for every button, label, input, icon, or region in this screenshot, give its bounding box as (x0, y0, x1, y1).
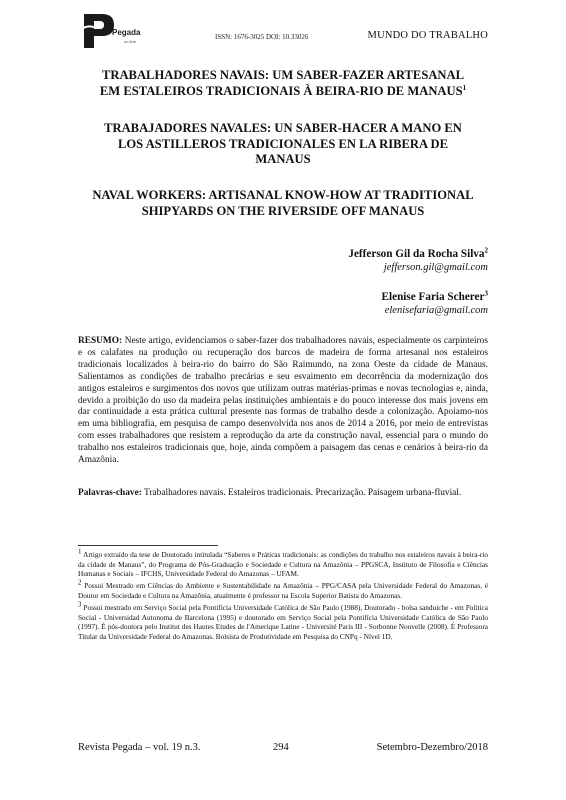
title-en-line2: SHIPYARDS ON THE RIVERSIDE OFF MANAUS (141, 203, 425, 218)
title-english (78, 188, 488, 219)
footnote-3-text: Possui mestrado em Serviço Social pela Pontifícia Universidade Católica de São Paulo (1988), Doutorado - bolsa sanduiche - em Política Social - Universidad Autonoma de Barcelona (1995) e doutorado em Serviço Social pela Pontifícia Universidade Católica de São Paulo (1997). É pós-doutora pelo Institut des Hautes Etudes de l'Amerique Latine - Université Paris III - Sorbonne Nouvelle (2008). É Professora Titular da Universidade Federal do Amazonas. Bolsista de Produtividade em Pesquisa do CNPq - Nível 1D. (78, 602, 488, 641)
footnote-2-num: 2 (78, 578, 82, 587)
page-number: 294 (273, 742, 289, 753)
author-2-name-line (382, 290, 488, 304)
title-en-line1: NAVAL WORKERS: ARTISANAL KNOW-HOW AT TRADITIONAL (92, 188, 474, 202)
keywords-text: Trabalhadores navais. Estaleiros tradicionais. Precarização. Paisagem urbana-fluvial. (144, 488, 462, 498)
footnote-divider (78, 545, 218, 546)
footer-journal: Revista Pegada – vol. 19 n.3. (78, 742, 201, 753)
title-pt-line2 (78, 84, 488, 100)
logo-subtitle: on line (124, 39, 136, 44)
footnote-2-text: Possui Mestrado em Ciências do Ambiente e Sustentabilidade na Amazônia – PPG/CASA pela Universidade Federal do Amazonas, é Doutor em Sociedade e Cultura na Amazônia, atualmente é professor na Escola Superior Batista do Amazonas. (78, 581, 488, 600)
page-header (78, 10, 488, 50)
footer-date: Setembro-Dezembro/2018 (376, 742, 488, 753)
footnote-ref-3: 3 (484, 289, 488, 298)
title-pt-line1: TRABALHADORES NAVAIS: UM SABER-FAZER ARTESANAL (101, 68, 465, 82)
author-2-email: elenisefaria@gmail.com (384, 305, 488, 316)
author-1-name-line (348, 247, 488, 261)
footnote-1-num: 1 (78, 547, 82, 556)
abstract-text: Neste artigo, evidenciamos o saber-fazer dos trabalhadores navais, especialmente os carpinteiros e os calafates na produção ou recuperação dos barcos de madeira de forma artesanal nos estaleiros tradicionais localizados à beira-rio do bairro do São Raimundo, na zona Oeste da cidade de Manaus. Salientamos as condições de trabalho precárias e seu esvaimento em decorrência da modernização dos antigos estaleiros e surgimentos dos novos que utilizam outras matérias-primas e novas tecnologias e, ainda, devido a proibição do uso da madeira pelas instituições ambientais e do pouco interesse dos mais jovens em dar continuidade a esta prática cultural presente nas formas de trabalho desde a colonização. Apoiamo-nos em uma bibliografia, em pesquisa de campo desenvolvida nos anos de 2014 a 2016, por meio de entrevistas com esses trabalhadores que resistem a reprodução da arte da construção naval, essencial para o mundo do trabalho nos estaleiros tradicionais que, hoje, ainda compõem a paisagem das cenas e cenários à beira-rio da Amazônia. (78, 336, 488, 466)
issn-doi: ISSN: 1676-3025 DOI: 10.33026 (215, 33, 309, 41)
abstract (78, 336, 488, 467)
footnote-1 (78, 547, 489, 579)
abstract-label: RESUMO: (78, 336, 123, 346)
keywords (78, 488, 488, 500)
author-1-name: Jefferson Gil da Rocha Silva (348, 248, 485, 260)
journal-section: MUNDO DO TRABALHO (367, 30, 488, 41)
pegada-logo (78, 10, 158, 50)
footnotes (78, 547, 489, 644)
keywords-label: Palavras-chave: (78, 488, 142, 498)
author-1 (348, 247, 488, 275)
author-1-email: jefferson.gil@gmail.com (383, 262, 488, 273)
footnote-3-num: 3 (78, 600, 82, 609)
title-portuguese (78, 68, 488, 99)
title-pt-line2-text: EM ESTALEIROS TRADICIONAIS À BEIRA-RIO DE MANAUS (99, 83, 463, 98)
footnote-3 (78, 600, 488, 641)
title-es-line3: MANAUS (255, 152, 311, 166)
title-es-line1: TRABAJADORES NAVALES: UN SABER-HACER A MANO EN (104, 121, 462, 135)
author-2-name: Elenise Faria Scherer (381, 291, 485, 303)
logo-name: Pegada (112, 28, 141, 37)
footnote-1-text: Artigo extraído da tese de Doutorado intitulada “Saberes e Práticas tradicionais: as condições do trabalho nos estaleiros navais à beira-rio da cidade de Manaus”, do Programa de Pós-Graduação e Sociedade e Cultura na Amazônia – PPGSCA, Instituto de Filosofia e Ciências Humanas e Sociais – IFCHS, Universidade Federal do Amazonas – UFAM. (78, 550, 489, 579)
author-2 (382, 290, 488, 318)
title-spanish (78, 121, 488, 168)
title-es-line2: LOS ASTILLEROS TRADICIONALES EN LA RIBERA DE (117, 136, 449, 151)
footnote-ref-2: 2 (484, 246, 488, 255)
footnote-2 (78, 578, 488, 600)
footnote-ref-1: 1 (462, 83, 467, 92)
